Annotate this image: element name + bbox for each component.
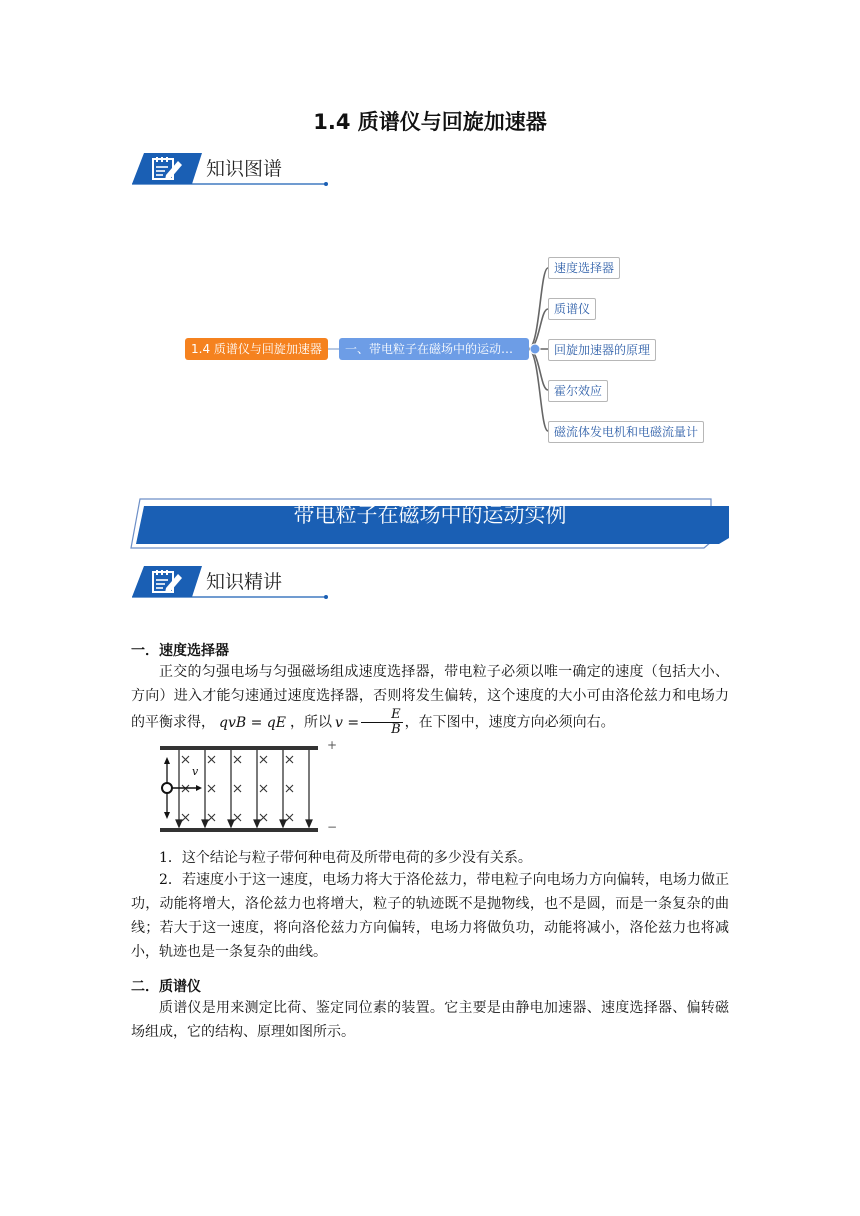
page-title: 1.4 质谱仪与回旋加速器 [313,110,547,134]
section-title-knowledge-lecture: 知识精讲 [206,571,283,593]
formula-force-balance: qvB = qE [219,714,286,731]
formula-v-lhs: v = [334,714,360,731]
list-item-2: 2．若速度小于这一速度，电场力将大于洛伦兹力，带电粒子向电场力方向偏转，电场力做正功，动能将增大，洛伦兹力也将增大，粒子的轨迹既不是抛物线，也不是圆，而是一条复杂的曲线；若大于这一速度，将向洛伦兹力方向偏转，电场力将做负功，动能将减小，洛伦兹力也将减小，轨迹也是一条复杂的曲线。 [131,872,729,960]
paragraph-mass-spectrometer: 质谱仪是用来测定比荷、鉴定同位素的装置。它主要是由静电加速器、速度选择器、偏转磁场组成，它的结构、原理如图所示。 [131,1000,729,1040]
figure-velocity-selector [150,740,350,840]
mindmap-leaf-velocity-selector: 速度选择器 [548,257,620,279]
fraction-denominator: B [391,722,401,737]
section-title-knowledge-map: 知识图谱 [206,158,283,180]
notepad-pencil-icon [150,568,184,596]
minus-sign: − [327,820,338,834]
formula-fraction [361,708,403,737]
mindmap-branch-node: 一、带电粒子在磁场中的运动… [339,338,529,360]
section-header-knowledge-map [130,150,330,190]
paragraph-velocity-selector [131,660,729,737]
fraction-numerator: E [361,708,403,723]
heading-mass-spectrometer: 二．质谱仪 [131,979,201,995]
velocity-label: v [192,765,199,778]
notepad-pencil-icon [150,155,184,183]
mindmap-root-node: 1.4 质谱仪与回旋加速器 [185,338,328,360]
mindmap-leaf-mass-spectrometer: 质谱仪 [548,298,596,320]
chapter-banner-title: 带电粒子在磁场中的运动实例 [293,503,567,527]
section-header-knowledge-lecture [130,563,330,603]
mindmap-leaf-hall-effect: 霍尔效应 [548,380,608,402]
para1-text-a: 正交的匀强电场与匀强磁场组成速度选择器，带电粒子必须以唯一确定的速度（包括大小、方向）进入才能匀速通过速度选择器，否则将发生偏转，这个速度的大小可由洛伦兹力和电场力的平衡求得， [131,664,729,731]
list-item-1: 1．这个结论与粒子带何种电荷及所带电荷的多少没有关系。 [159,850,532,866]
mindmap-leaf-cyclotron: 回旋加速器的原理 [548,339,656,361]
heading-velocity-selector: 一．速度选择器 [131,643,229,659]
mindmap-leaf-mhd-generator: 磁流体发电机和电磁流量计 [548,421,704,443]
para1-text-b: ，所以 [289,714,332,731]
plus-sign: + [327,738,338,752]
velocity-selector-diagram [150,740,350,840]
para1-text-c: ，在下图中，速度方向必须向右。 [404,714,615,731]
